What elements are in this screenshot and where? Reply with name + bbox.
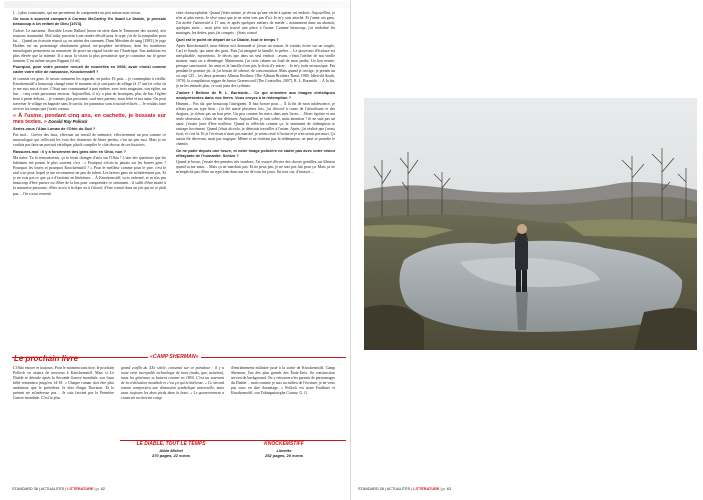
footer-page: | p. 63 bbox=[439, 487, 451, 491]
interview-paragraph: J'adore. Le narrateur, l'horrible Lester Ballard [tueur en série dans le Tennessee des sixties], m'a toujours traumatisé. McCarthy parvient à me rendre désolé pour le type, j'ai de la sympathie pour lui… Quand un écrivain réussit ça, on atteint des sommets. Dans Méridien de sang [1985], le juge Holden est un personnage absolument génial, mi-prophète mi-démon, dont les nombreux monologues permettent au romancier de poser un regard lucide sur l'Amérique. Son ambition est plus élevée que la mienne. Il a aussi la vision la plus pessimiste que je connaisse sur le genre humain. C'est même un peu flippant [il rit]. bbox=[13, 28, 166, 63]
left-page bbox=[0, 0, 351, 500]
page-edge-shade bbox=[4, 1, 350, 8]
interview-paragraph: Après Knockemstiff, mon éditeur m'a demandé si j'avais un roman. Je voulais écrire sur un couple, Carl et Sandy, qui tuent des gens. Puis j'ai imaginé la famille, le prêtre… Le processus d'écriture est inexplicable, mystérieux. Je décris que dans un seul endroit : avant, c'était l'atelier de ma vieille maison, mais on a déménagé. Maintenant, j'ai cette cabane au fond de mon jardin. Un lieu neutre, presque sanctuarisé, les amis et la famille n'ont pas le droit d'y entrer… Je m'y isole en musique. Pas pendant le premier jet, là j'ai besoin de silence, de concentration. Mais quand je corrige, je prends un ou sept CD – les deux premiers Allman Brothers [The Allman Brothers Band, 1969, Idlewild South, 1970], la compilation reggae de Junior Greenwood [The Controller, 2007], R. L. Burnside… À la fin, je ne les entends plus, ce sont juste des rythmes. bbox=[176, 43, 335, 89]
interview-question: J'adore I Believe de R. L. Burnside… Ce qui m'amène aux images christiques omniprésentes dans vos livres. Vous croyez à la rédemption ? bbox=[176, 89, 335, 100]
interview-paragraph: Hmmm… Pas sûr que beaucoup l'atteignent. Il faut bosser pour… À la fin de mon adolescence, je n'étais pas un type bien : j'ai été marié plusieurs fois, j'ai divorcé à cause de l'alcoolisme et des drogues, je n'étais pas un bon père. Un peu comme les mecs dans mes livres… J'étais égoïste et ma seule obsession, c'était de me défoncer. Aujourd'hui, je suis sobre, mais attention ! Je ne suis pas un saint, j'essaie juste d'être meilleur. Quand tu réfléchis comme ça, le sentiment de rédemption te rattrape forcément. Quand j'étais alcoolo, je détestais travailler à l'usine. Après, j'ai réalisé que j'avais écrit, et c'est là. Et je l'écrivais n'avait pas marché, je serais resté à l'usine et je n'en serais pas mort. Ça aurait été décevant, mais pas tragique. Même si ne n'atteint pas la rédemption, on peut se prendre le chemin. bbox=[176, 101, 335, 147]
interview-paragraph: Quand je bosse, j'essaie des pensées très sombres. J'ai essayé d'écrire des choses gentilles, un illusion quand tu me mais… Mais ça ne marchait pas. Et ne peux pas, je ne suis pas fait pour ça. Mais ça ne m'empêche pas d'être un type bien dans ma vie de tous les jours. En tout cas, d'essayer… bbox=[176, 159, 335, 175]
interview-question: Pourquoi, pour votre premier recueil de nouvelles en 2008, avoir choisi comme cadre votre ville de naissance, Knockemstiff ? bbox=[13, 64, 166, 75]
landscape-photo-image bbox=[364, 98, 697, 350]
interview-paragraph: (…) plus consistants, qui me permettent de comprendre un peu mieux mon voisin. bbox=[13, 11, 141, 15]
next-book-column-3: d'entraînement militaire juste à la sortie de Knockemstiff, Camp Sherman, l'un des plus grands des États-Unis. Sa construction servira de background. On y retrouvera les parents de personnages du Diable… mais comme je suis au milieu de l'écriture, je ne veux pas vous en dire davantage. » Pollock est notre Faulkner et Knockemstiff, son Yoknapatawpha County. G. G. bbox=[231, 366, 335, 396]
page-footer bbox=[358, 487, 451, 491]
next-book-column-2: grand conflit du XXe siècle, construit sur ce paradoxe : il y a toute cette incroyable technologie de mort (tanks, gaz, aviation), mais les généraux se battent comme en 1850. C'est un tournant de la civilisation mondiale et c'est ça qui m'intéresse. » Ce second roman comportera une dimension symbolique universelle, mais aura toujours les deux pieds dans la boue. « Le gouvernement a construit un énorme camp bbox=[121, 366, 224, 401]
footer-section: LITTÉRATURE bbox=[67, 487, 94, 491]
interview-question: On vous a souvent comparé à Cormac McCarthy. En lisant Le Diable, je pensais beaucoup à Un enfant de Dieu [1974]. bbox=[13, 16, 166, 27]
interview-paragraph: cette claustrophobie. Quand j'étais môme, je rêvais qu'une vérité à quitter cet endroit. Aujourd'hui, je n'en ai plus envie. Je rêve aussi que je ne m'en vais pas d'ici. Je m'y suis attaché. Et j'aime ces gens. J'ai arrêté l'université à 17 ans, et après quelques métiers de merde – notamment dans un abattoir, quelques mois – mon père m'a trouvé une place à l'usine. Comme beaucoup, j'ai enchaîné les mariages, les dettes, puis j'ai compris : j'étais coincé. bbox=[176, 11, 335, 36]
pull-quote-author: Donald Ray Pollock bbox=[48, 119, 88, 125]
interview-question: On ne parle depuis une heure, et votre image policière ne cadre pas avec votre vision effrayante de l'humanité. Schizo ? bbox=[176, 147, 335, 158]
page-footer bbox=[12, 487, 105, 491]
interview-paragraph: Ma mère. Tu la rencontrerais, ça te ferait changer d'avis sur l'Ohio ! L'une des questions que les habitants me posent le plus souvent c'est : « Pourquoi n'écris-tu jamais sur les braves gens ? Pourquoi les losers et pourquoi Knockemstiff ? » Pour le meilleur comme pour le pire, c'est le seul truc pour lequel je me reconnaisse un peu de talent. Les braves gens ne m'intéressent pas. Et je ne vois pas ce que ça a d'excitant en littérature… À Knockemstiff, tu es enfermé, et tu n'as pas beaucoup d'être pauvre ou d'être de la bas pour comprendre ce sentiment : il suffit d'être marié à la mauvaise personne, d'être accro à la dope ou à l'alcool, d'être coincé dans un job qui ne te plaît pas… On a tous ressenti bbox=[13, 156, 166, 196]
book-info-knockemstiff bbox=[232, 442, 336, 458]
pull-quote: « À l'usine, pendant cinq ans, en cachette, je bossais sur mes textes. » Donald Ray Pollock bbox=[13, 113, 166, 126]
footer-prefix: STANDARD 38 | ACTUALITÉS | bbox=[12, 487, 68, 491]
book-details: 252 pages, 20 euros bbox=[264, 453, 304, 458]
footer-section: LITTÉRATURE bbox=[413, 487, 440, 491]
book-title: KNOCKEMSTIFF bbox=[264, 441, 304, 447]
book-title: LE DIABLE, TOUT LE TEMPS bbox=[136, 441, 206, 447]
interview-paragraph: Je connais ces gens. Je savais comment les regarder, en parler. Et puis… je contemplais à vieillir. Knockemstiff a beaucoup changé entre le moment où je suis parti du village (à 17 ans) et celui où je me suis mis à écrire. C'était une communauté à part entière, avec trois magasins, son église, un bar… cinq cents personnes environ. Aujourd'hui, il n'y a plus de boutiques, plus de bar, l'église tient à peine debout… je connais plus personne, sauf mes parents, mon frère et ma sœur. On peut traverser le village en bagnole sans le savoir, les panneaux sont à moitié effacés… Je voulais faire revivre les temps que j'avais connus. bbox=[13, 76, 166, 111]
interview-question: Quel est le point de départ de Le Diable, tout le temps ? bbox=[176, 36, 279, 42]
book-publisher: Libretto bbox=[276, 448, 292, 453]
next-book-column-1: L'Ohio encore et toujours. Pour le moment sans titre, le prochain Pollock va situera de nouveau à Knockemstiff. Mais si Le Diable se déroule après la Seconde Guerre mondiale, son futur bébé remontera jusqu'en 14-18. « Chaque roman doit être plus ambitieux que le précédent. Je dois élargir l'horizon. Et le présent ne m'intéresse pas… Je suis fasciné par la Première Guerre mondiale. C'est le plus bbox=[13, 366, 114, 401]
footer-prefix: STANDARD 38 | ACTUALITÉS | bbox=[358, 487, 414, 491]
book-info-diable bbox=[121, 442, 221, 458]
interview-column-1 bbox=[13, 11, 166, 342]
section-title: Le prochain livre bbox=[14, 354, 79, 363]
book-publisher: Albin Michel bbox=[159, 448, 183, 453]
interview-question: Seriez-vous l'Alan Lomax de l'Ohio du Sud ? bbox=[13, 126, 96, 132]
interview-paragraph: Pas mal… Grever des faux, effectuer un travail de mémoire, effectivement un peu comme ce musicologue qui collectait les voix des chanteurs de blues perdus, c'est un peu moi. Mais je ne voulais pas faire un portrait véridique, plutôt compiler le côté obscur de ces histoires. bbox=[13, 133, 166, 148]
footer-page: | p. 62 bbox=[93, 487, 105, 491]
book-details: 370 pages, 22 euros bbox=[151, 453, 191, 458]
camp-sherman-label: «CAMP SHERMAN» bbox=[150, 354, 199, 360]
interview-question: Rassurez-moi : il y a forcément des gens bien en Ohio, non ? bbox=[13, 148, 126, 154]
author-photo bbox=[364, 98, 697, 350]
interview-column-2 bbox=[176, 11, 335, 342]
